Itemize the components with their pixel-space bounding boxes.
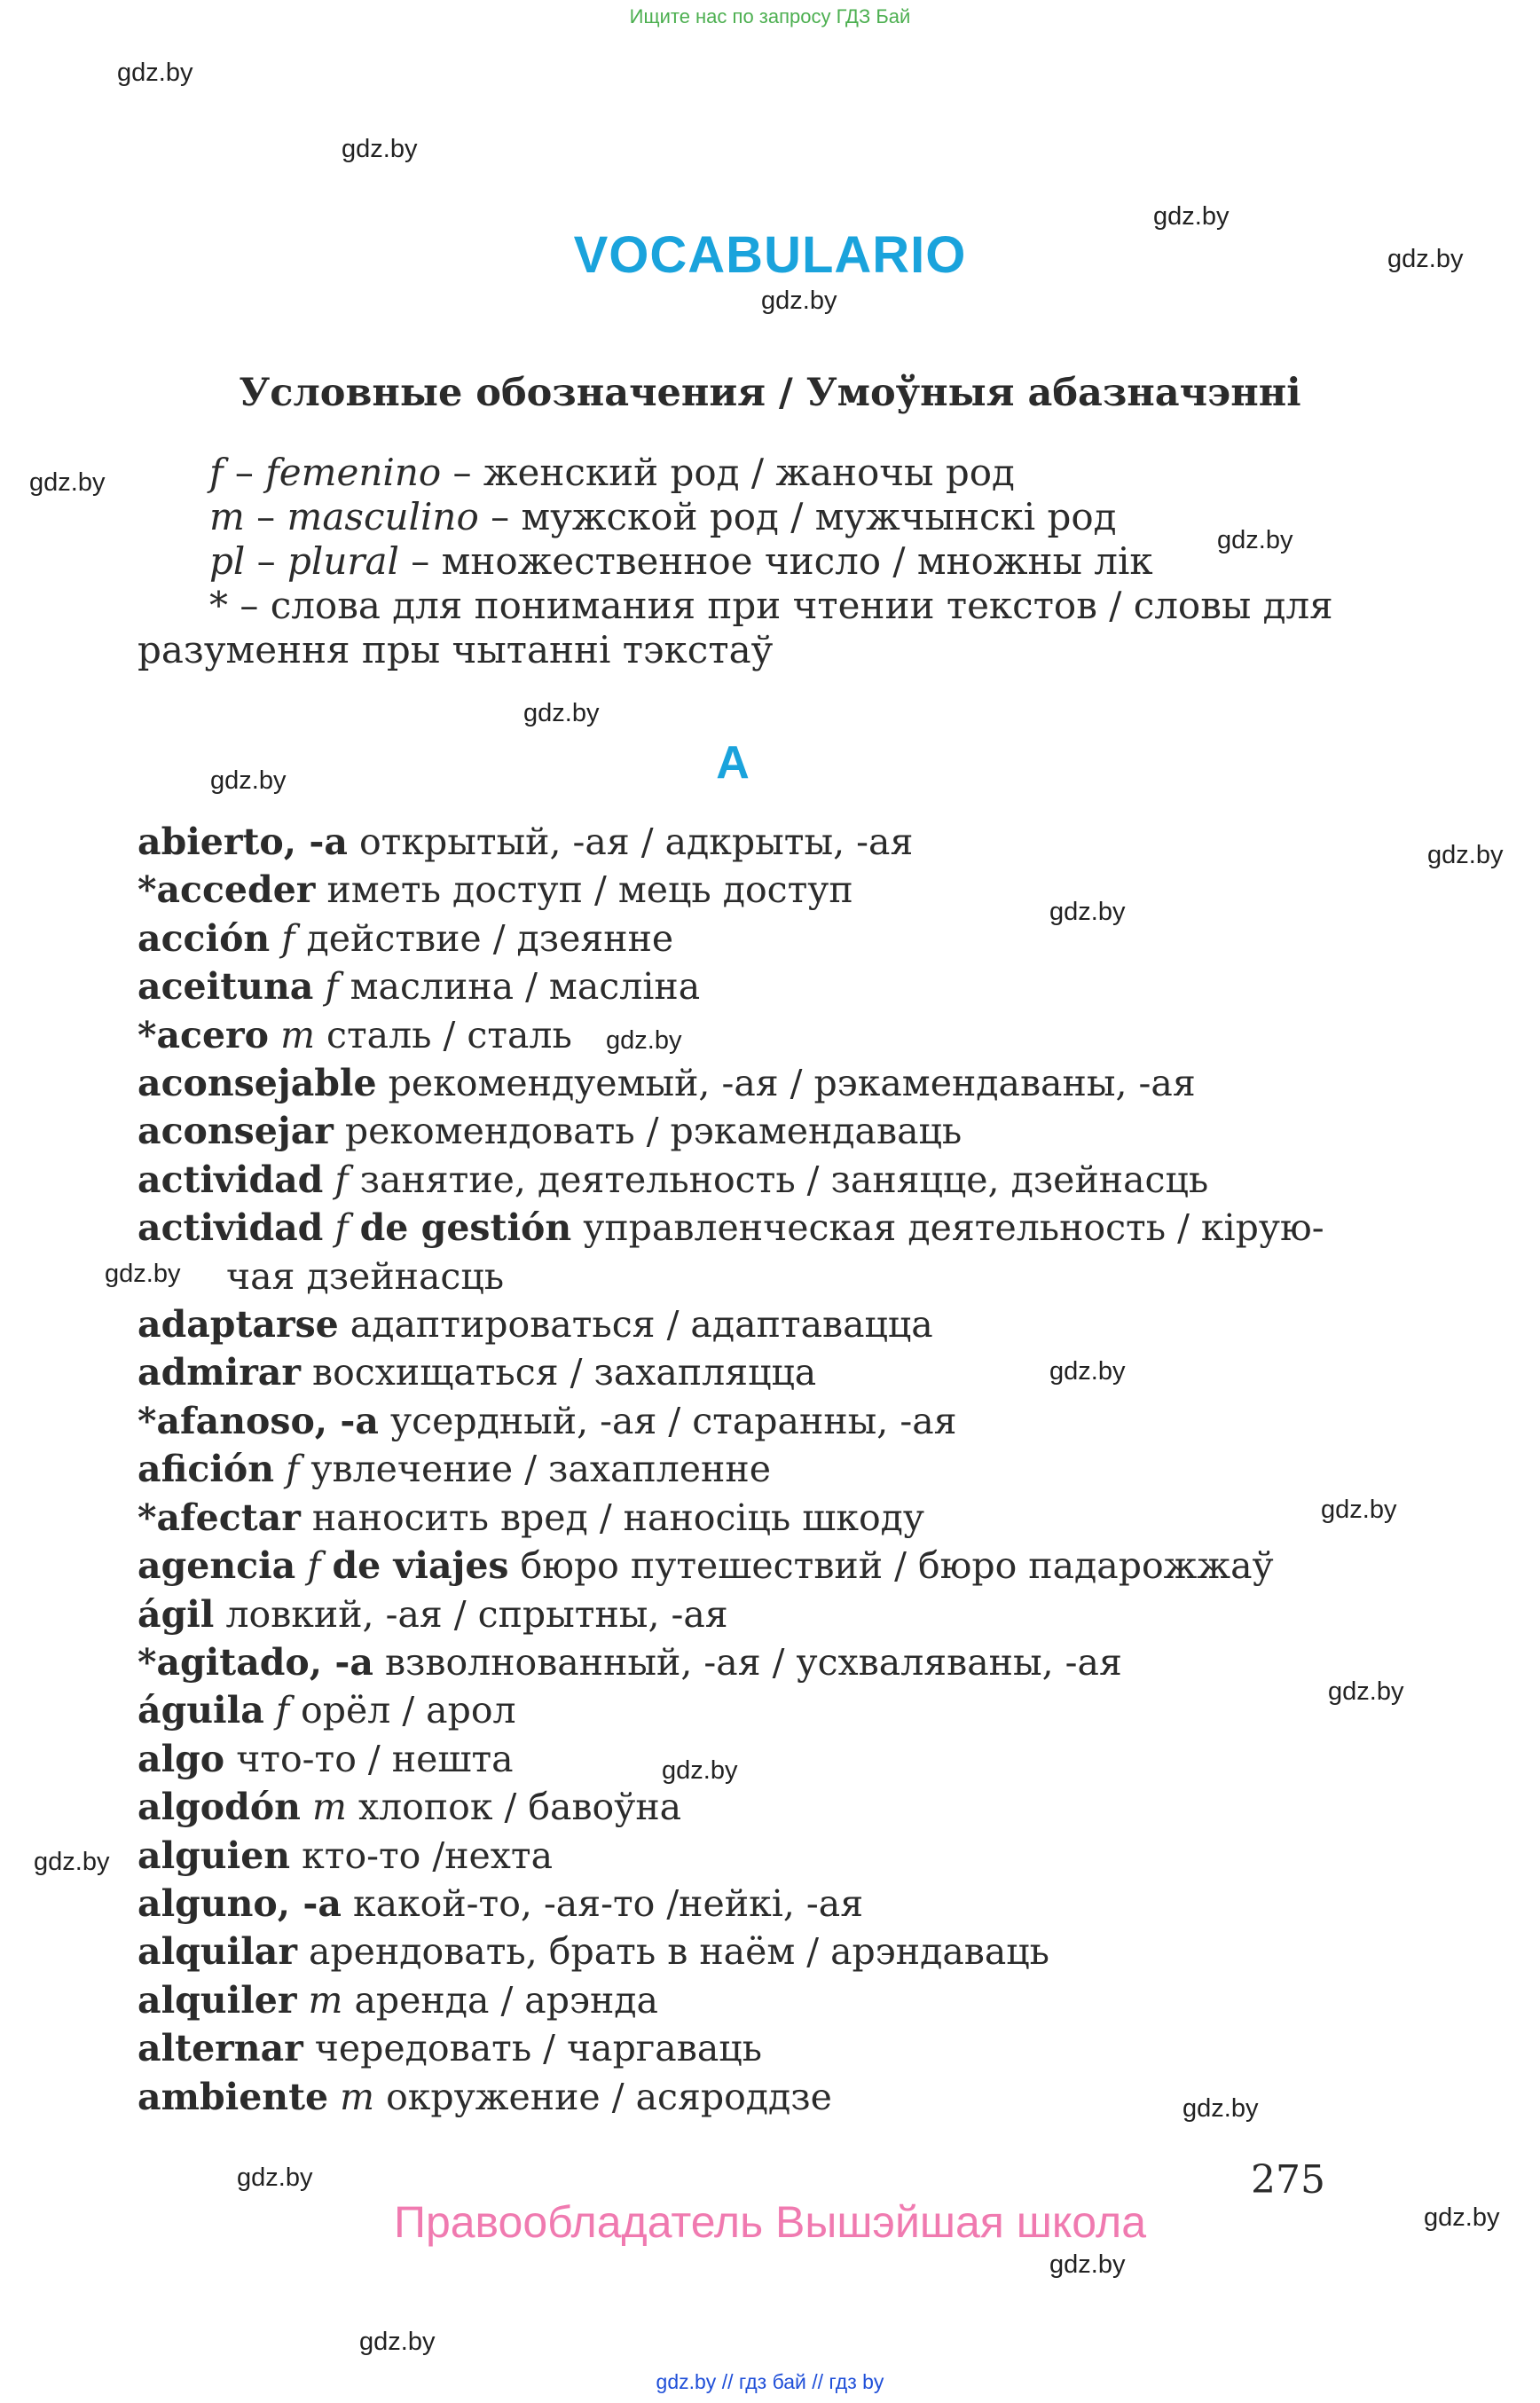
dictionary-entry [138, 866, 1379, 914]
dictionary-entry [138, 962, 1379, 1010]
watermark: gdz.by [1427, 841, 1504, 869]
watermark: gdz.by [237, 2163, 313, 2192]
dictionary-entry [138, 2073, 1379, 2121]
translation: действие / дзеянне [306, 916, 674, 960]
translation: рекомендовать / рэкамендаваць [344, 1110, 962, 1153]
watermark: gdz.by [606, 1026, 682, 1055]
translation: бюро путешествий / бюро падарожжаў [520, 1544, 1274, 1588]
dictionary-entry [138, 1735, 1379, 1783]
dictionary-entry [138, 1832, 1379, 1880]
gender-marker: f [325, 965, 339, 1009]
dictionary-entry [138, 1445, 1379, 1493]
asterisk-note-continuation: разумення пры чытанні тэкстаў [138, 628, 774, 671]
translation: рекомендуемый, -ая / рэкамендаваны, -ая [388, 1062, 1196, 1105]
watermark: gdz.by [29, 468, 106, 497]
translation: адаптироваться / адаптавацца [350, 1303, 933, 1347]
watermark: gdz.by [761, 287, 837, 315]
headword: *afectar [138, 1496, 301, 1539]
headword: alquilar [138, 1930, 297, 1974]
translation: арендовать, брать в наём / арэндаваць [308, 1930, 1049, 1974]
watermark: gdz.by [1049, 1357, 1126, 1386]
translation: орёл / арол [301, 1689, 516, 1732]
headword: alquiler [138, 1978, 297, 2022]
gender-marker: f [286, 1448, 300, 1491]
abbreviation-feminine: f – femenino – женский род / жаночы род [209, 451, 1015, 494]
watermark: gdz.by [359, 2328, 436, 2356]
headword: *agitado, -a [138, 1640, 373, 1684]
legend-heading: Условные обозначения / Умоўныя абазначэнні [239, 371, 1301, 415]
translation: наносить вред / наносіць шкоду [311, 1496, 925, 1539]
watermark: gdz.by [662, 1756, 738, 1785]
headword: alguno, -a [138, 1881, 342, 1925]
translation: чередовать / чаргаваць [314, 2027, 762, 2070]
gender-marker: m [280, 1013, 315, 1056]
dictionary-entry [138, 1156, 1379, 1204]
watermark: gdz.by [523, 699, 600, 727]
dictionary-entry [138, 1590, 1379, 1638]
watermark: gdz.by [1182, 2094, 1259, 2123]
dictionary-entry [138, 1107, 1379, 1155]
translation: ловкий, -ая / спрытны, -ая [225, 1592, 728, 1636]
watermark: gdz.by [1321, 1496, 1397, 1524]
headword-phrase: de viajes [332, 1544, 509, 1588]
dictionary-entry [138, 1397, 1379, 1445]
translation: открытый, -ая / адкрыты, -ая [358, 821, 914, 863]
watermark: gdz.by [1217, 526, 1293, 554]
gender-marker: f [334, 1158, 349, 1201]
headword: alguien [138, 1834, 291, 1877]
watermark: gdz.by [34, 1848, 110, 1876]
dictionary-entry [138, 1976, 1379, 2024]
translation: хлопок / бавоўна [358, 1786, 682, 1829]
headword: ambiente [138, 2075, 329, 2118]
dictionary-entry [138, 1542, 1379, 1590]
headword: algodón [138, 1786, 301, 1829]
dictionary-entry [138, 1783, 1379, 1831]
headword: aconsejar [138, 1110, 334, 1153]
dictionary-entry [138, 1880, 1379, 1928]
watermark: gdz.by [1387, 245, 1464, 273]
headword-phrase: de gestión [359, 1206, 572, 1250]
headword: alternar [138, 2027, 303, 2070]
headword: agencia [138, 1544, 296, 1588]
watermark: gdz.by [1424, 2203, 1500, 2232]
translation: занятие, деятельность / заняцце, дзейнасць [359, 1158, 1209, 1201]
dictionary-entry [138, 1494, 1379, 1542]
gender-marker: f [281, 916, 295, 960]
footer-links: gdz.by // гдз бай // гдз by [656, 2370, 884, 2393]
watermark: gdz.by [1153, 202, 1230, 231]
asterisk-note: * – слова для понимания при чтении текстов / словы для [209, 584, 1333, 627]
dictionary-entry [138, 1928, 1379, 1975]
gender-marker: f [307, 1544, 321, 1588]
headword: adaptarse [138, 1303, 339, 1347]
copyright-notice: Правообладатель Вышэйшая школа [394, 2197, 1146, 2247]
watermark: gdz.by [1049, 898, 1126, 926]
translation: маслина / масліна [350, 965, 701, 1009]
headword: actividad [138, 1206, 324, 1250]
dictionary-entry [138, 915, 1379, 962]
abbreviation-masculine: m – masculino – мужской род / мужчынскі род [209, 495, 1117, 538]
translation: окружение / асяроддзе [386, 2075, 832, 2118]
gender-marker: f [275, 1689, 289, 1732]
dictionary-entry [138, 1686, 1379, 1734]
headword: ágil [138, 1592, 215, 1636]
gender-marker: f [334, 1206, 349, 1250]
headword: afición [138, 1448, 275, 1491]
section-letter: A [716, 737, 750, 789]
gender-marker: m [340, 2075, 375, 2118]
watermark: gdz.by [1328, 1677, 1404, 1706]
dictionary-entry [138, 1638, 1379, 1686]
headword: acción [138, 916, 271, 960]
translation: что-то / нешта [236, 1737, 514, 1780]
headword: águila [138, 1689, 264, 1732]
dictionary-entry [138, 1204, 1379, 1300]
translation-continuation: чая дзейнасць [226, 1254, 505, 1298]
headword: admirar [138, 1351, 301, 1394]
headword: *afanoso, -a [138, 1399, 379, 1442]
dictionary-entry [138, 1011, 1379, 1059]
headword: *acero [138, 1013, 270, 1056]
dictionary-entry [138, 1300, 1379, 1348]
headword: aceituna [138, 965, 314, 1009]
translation: аренда / арэнда [354, 1978, 658, 2022]
dictionary-entries [138, 818, 1379, 2121]
top-note: Ищите нас по запросу ГДЗ Бай [629, 5, 911, 27]
translation: усердный, -ая / старанны, -ая [389, 1399, 957, 1442]
abbreviation-plural: pl – plural – множественное число / множны лік [209, 539, 1153, 583]
headword: abierto, -a [138, 821, 348, 863]
translation: какой-то, -ая-то /нейкі, -ая [352, 1881, 864, 1925]
translation: сталь / сталь [326, 1013, 572, 1056]
dictionary-entry [138, 2024, 1379, 2072]
translation: восхищаться / захапляцца [312, 1351, 817, 1394]
translation: иметь доступ / мець доступ [326, 868, 853, 912]
dictionary-entry [138, 818, 1379, 866]
watermark: gdz.by [117, 59, 193, 87]
headword: algo [138, 1737, 225, 1780]
watermark: gdz.by [342, 135, 418, 163]
dictionary-entry [138, 1059, 1379, 1107]
translation: кто-то /нехта [302, 1834, 554, 1877]
translation: увлечение / захапленне [310, 1448, 771, 1491]
page-title: VOCABULARIO [573, 226, 967, 284]
page-number: 275 [1251, 2157, 1325, 2203]
headword: aconsejable [138, 1062, 377, 1105]
gender-marker: m [312, 1786, 347, 1829]
gender-marker: m [308, 1978, 343, 2022]
headword: *acceder [138, 868, 316, 912]
watermark: gdz.by [1049, 2250, 1126, 2279]
dictionary-entry [138, 1348, 1379, 1396]
headword: actividad [138, 1158, 324, 1201]
translation: управленческая деятельность / кірую- [583, 1206, 1324, 1250]
watermark: gdz.by [210, 766, 287, 795]
translation: взволнованный, -ая / усхваляваны, -ая [384, 1640, 1122, 1684]
watermark: gdz.by [105, 1260, 181, 1288]
